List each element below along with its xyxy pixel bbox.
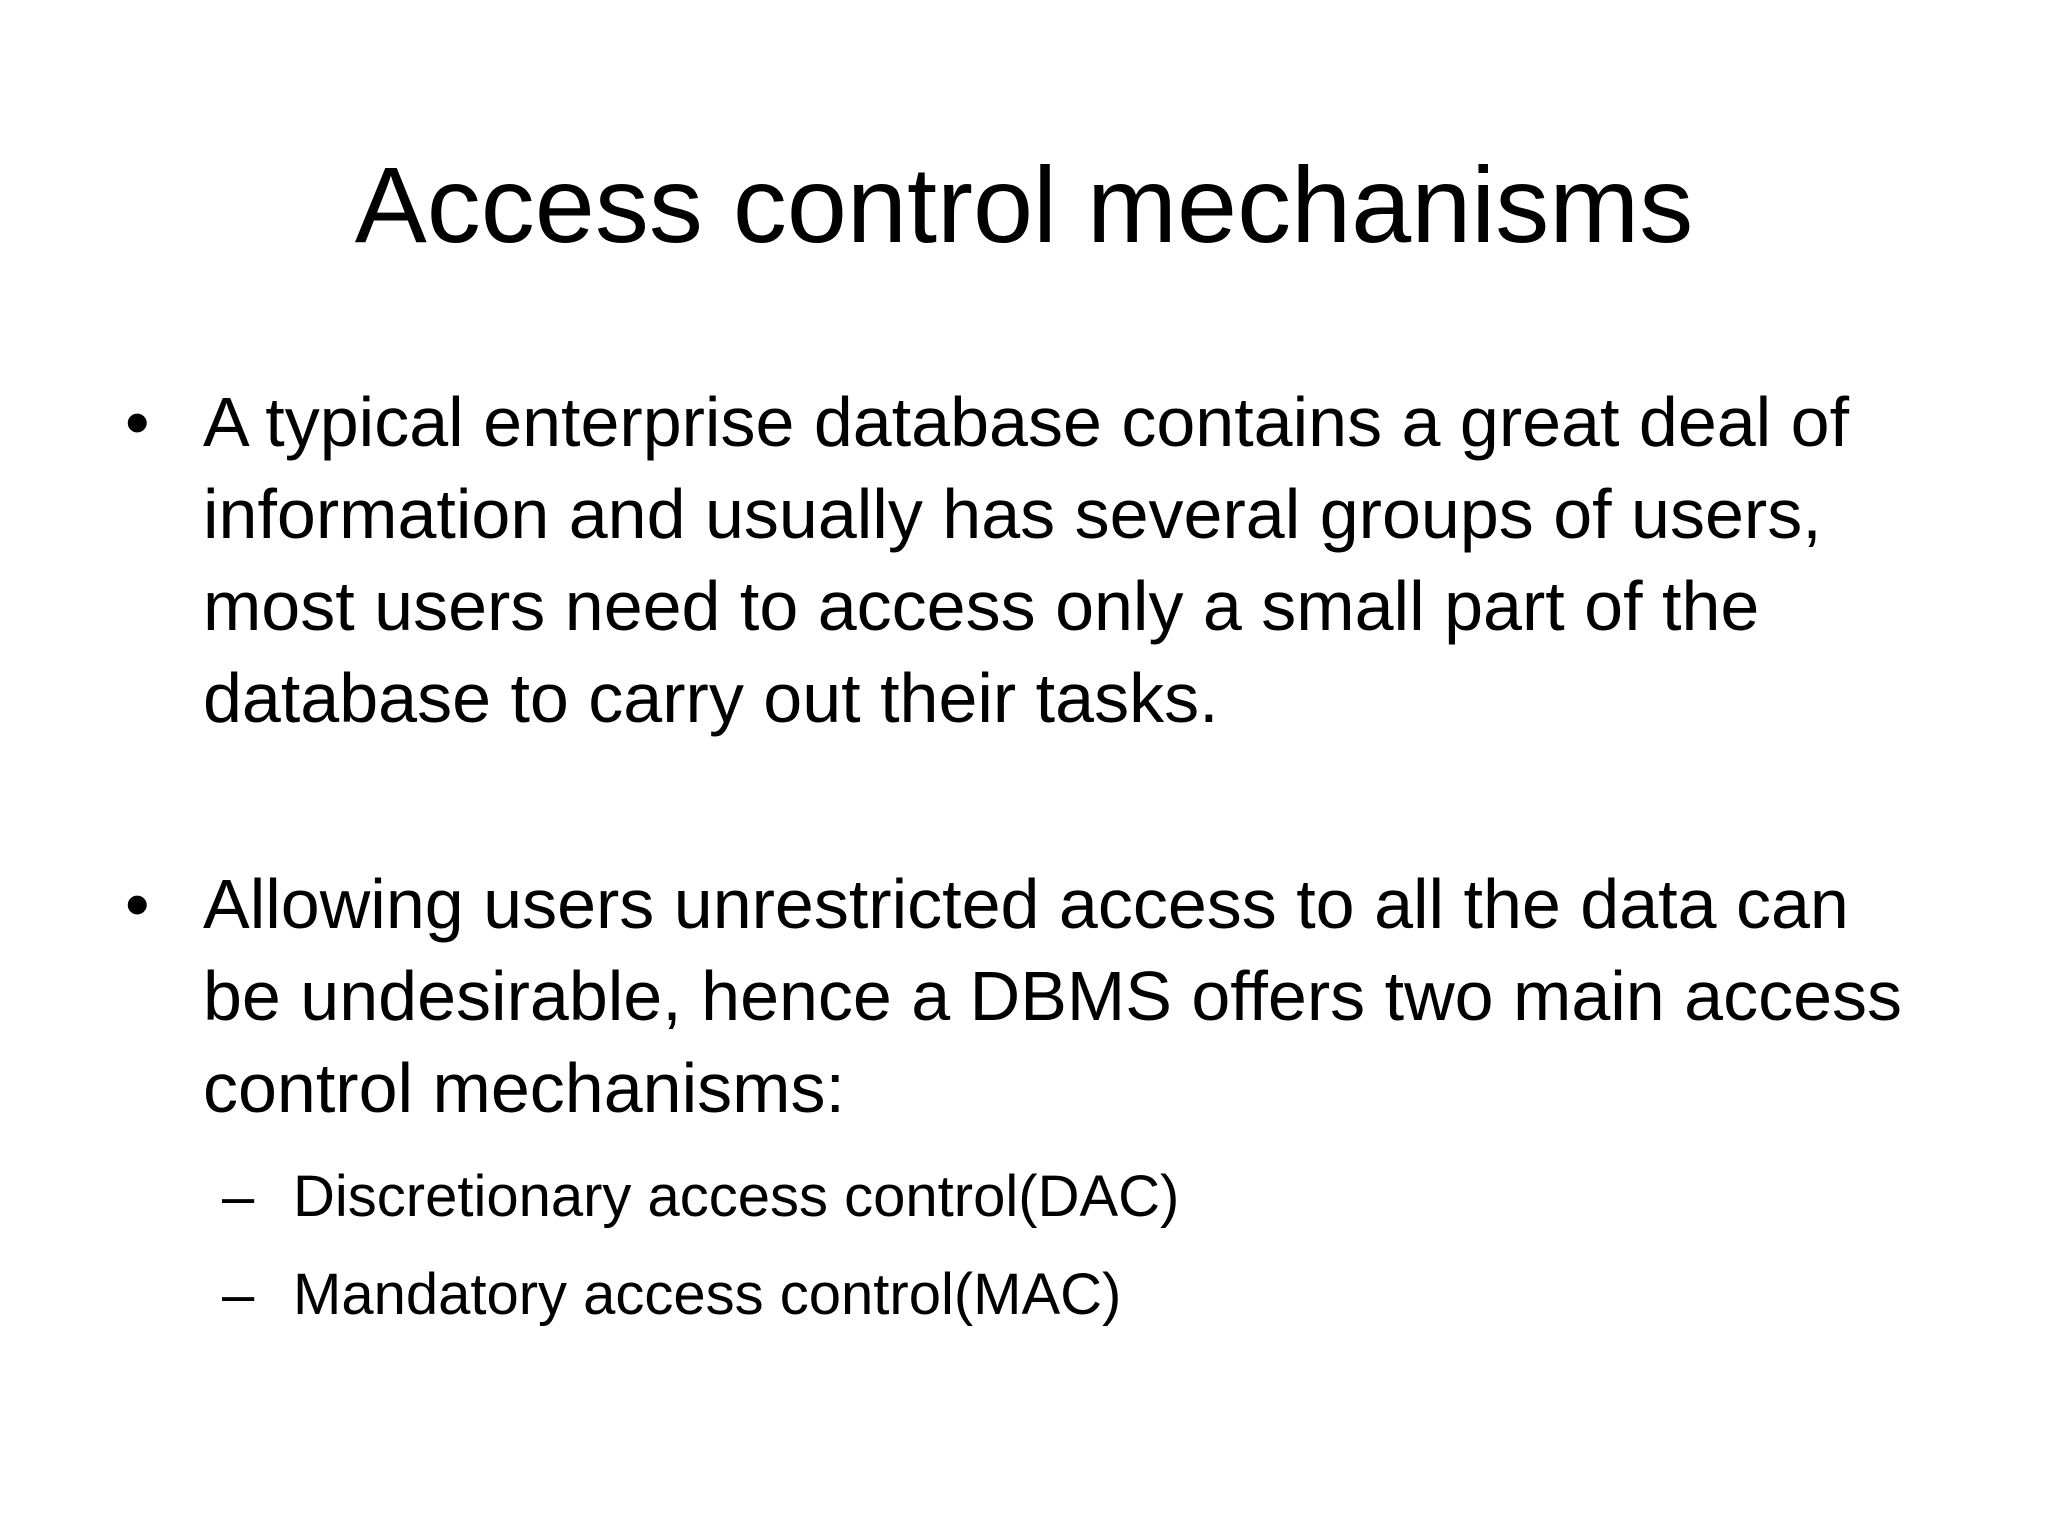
slide-title: Access control mechanisms — [354, 144, 1694, 265]
bullet-marker: • — [125, 865, 150, 943]
bullet-text: A typical enterprise database contains a great deal of information and usually has several groups of users, most users need to access only a small part of the database to carry out their tasks. — [203, 383, 1850, 737]
sub-bullet-marker: – — [222, 1164, 255, 1229]
sub-bullet-text: Mandatory access control(MAC) — [293, 1262, 1122, 1327]
sub-bullet-marker: – — [222, 1262, 255, 1327]
sub-bullet-text: Discretionary access control(DAC) — [293, 1164, 1180, 1229]
bullet-marker: • — [125, 383, 150, 461]
bullet-text: Allowing users unrestricted access to all the data can be undesirable, hence a DBMS offers two main access control mechanisms: — [203, 865, 1903, 1127]
